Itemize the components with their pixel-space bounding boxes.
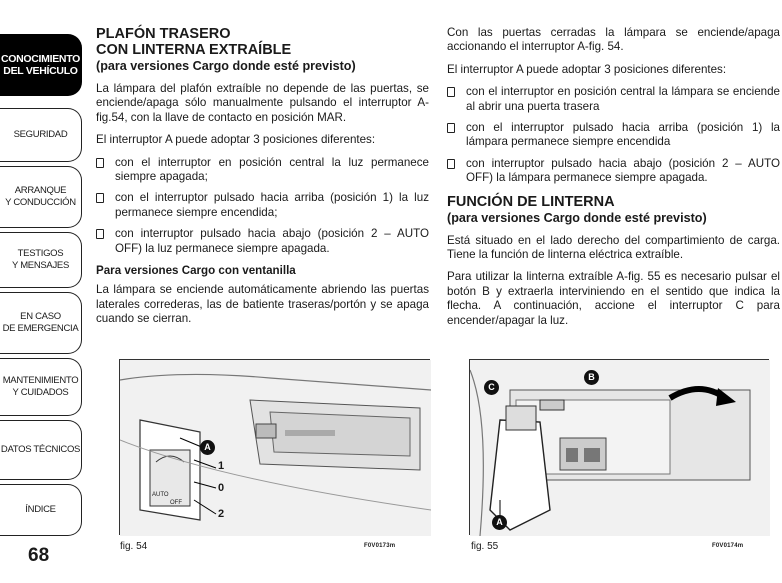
flashlight-illustration — [470, 360, 770, 536]
list-item: con el interruptor en posición central la lámpara se enciende al abrir una puerta trasera — [447, 85, 780, 114]
tab-datos-tecnicos[interactable]: DATOS TÉCNICOS — [0, 420, 82, 480]
paragraph: El interruptor A puede adoptar 3 posiciones diferentes: — [96, 133, 376, 147]
figure-55-caption: fig. 55 — [471, 541, 499, 552]
position-list — [447, 85, 780, 185]
callout-a: A — [200, 440, 215, 455]
callout-position-2: 2 — [218, 508, 225, 520]
callout-position-1: 1 — [218, 460, 225, 472]
callout-a: A — [492, 515, 507, 530]
tab-seguridad[interactable]: SEGURIDAD — [0, 108, 82, 162]
page-number: 68 — [28, 545, 50, 566]
paragraph: Para utilizar la linterna extraíble A-fig. 55 es necesario pulsar el botón B y extraerla interviniendo en el sentido que indica la flecha. A continuación, accione el interruptor C para encender/apagar la luz. — [447, 270, 780, 327]
list-item: con interruptor pulsado hacia abajo (posición 2 – AUTO OFF) la lámpara permanece siempre apagada. — [447, 157, 780, 186]
tab-mantenimiento-y-cuidados[interactable]: MANTENIMIENTO Y CUIDADOS — [0, 358, 82, 416]
right-column — [447, 26, 780, 336]
figure-54 — [119, 359, 430, 535]
list-item: con interruptor pulsado hacia abajo (posición 2 – AUTO OFF) la luz permanece siempre apagada. — [96, 227, 429, 256]
figure-55 — [469, 359, 769, 535]
tab-conocimiento-del-vehiculo[interactable]: CONOCIMIENTO DEL VEHÍCULO — [0, 34, 82, 96]
list-item: con el interruptor pulsado hacia arriba (posición 1) la luz permanece siempre encendida; — [96, 191, 429, 220]
section-title-line2: CON LINTERNA EXTRAÍBLE — [96, 42, 292, 58]
tab-arranque-y-conduccion[interactable]: ARRANQUE Y CONDUCCIÓN — [0, 166, 82, 228]
tab-indice[interactable]: ÍNDICE — [0, 484, 82, 536]
section-subtitle: (para versiones Cargo donde esté previsto) — [96, 59, 356, 73]
tab-testigos-y-mensajes[interactable]: TESTIGOS Y MENSAJES — [0, 232, 82, 288]
figure-54-caption: fig. 54 — [120, 541, 148, 552]
figure-54-code: F0V0173m — [364, 543, 396, 549]
section-subtitle: (para versiones Cargo donde esté previsto) — [447, 210, 707, 225]
tab-en-caso-de-emergencia[interactable]: EN CASO DE EMERGENCIA — [0, 292, 82, 354]
list-item: con el interruptor pulsado hacia arriba (posición 1) la lámpara permanece siempre encendida — [447, 121, 780, 150]
bullet-box-icon — [96, 158, 104, 168]
paragraph: Con las puertas cerradas la lámpara se enciende/apaga accionando el interruptor A-fig. 54. — [447, 26, 780, 54]
callout-b: B — [584, 370, 599, 385]
figure-55-code: F0V0174m — [712, 543, 744, 549]
position-list — [96, 156, 429, 256]
bullet-box-icon — [96, 229, 104, 239]
callout-c: C — [484, 380, 499, 395]
bullet-box-icon — [96, 193, 104, 203]
interior-lamp-illustration — [120, 360, 431, 536]
callout-position-0: 0 — [218, 482, 225, 494]
subheading: Para versiones Cargo con ventanilla — [96, 264, 296, 278]
left-column — [96, 26, 429, 335]
section-title: FUNCIÓN DE LINTERNA — [447, 193, 615, 210]
section-title-line1: PLAFÓN TRASERO — [96, 26, 231, 42]
paragraph: La lámpara del plafón extraíble no depende de las puertas, se enciende/apaga sólo manualmente pulsando el interruptor A-fig.54, con la llave de contacto en posición MAR. — [96, 82, 429, 124]
bullet-box-icon — [447, 87, 455, 97]
paragraph: La lámpara se enciende automáticamente abriendo las puertas laterales correderas, las de batiente traseras/portón y se apaga cuando se cierran. — [96, 283, 429, 326]
paragraph: El interruptor A puede adoptar 3 posiciones diferentes: — [447, 62, 727, 76]
bullet-box-icon — [447, 123, 455, 133]
switch-label-auto: AUTO — [152, 492, 169, 498]
switch-label-off: OFF — [170, 500, 182, 506]
list-item: con el interruptor en posición central la luz permanece siempre apagada; — [96, 156, 429, 185]
paragraph: Está situado en el lado derecho del compartimiento de carga. Tiene la función de linterna eléctrica extraíble. — [447, 233, 780, 262]
bullet-box-icon — [447, 159, 455, 169]
